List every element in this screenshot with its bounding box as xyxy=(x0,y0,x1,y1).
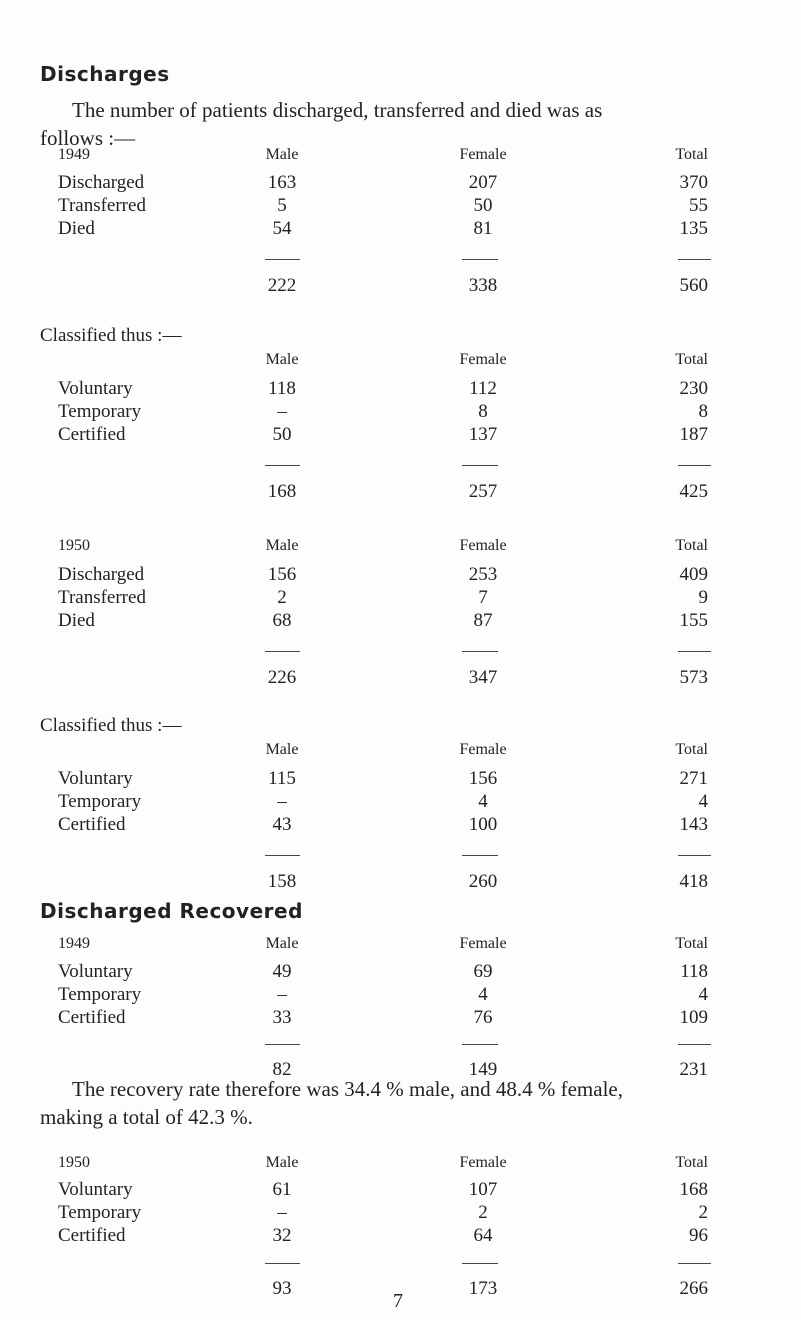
recovery-paragraph xyxy=(40,1075,760,1131)
female-total: 257 xyxy=(468,481,498,502)
grand-total: 231 xyxy=(679,1059,708,1080)
female-value: 69 xyxy=(473,961,493,982)
sum-rule xyxy=(265,1263,300,1264)
total-value: 2 xyxy=(698,1202,708,1223)
row-label: Died xyxy=(58,610,95,631)
table-row xyxy=(0,172,801,196)
male-value: – xyxy=(277,984,287,1005)
grand-total: 418 xyxy=(679,871,708,892)
totals-row xyxy=(0,275,801,299)
grand-total: 573 xyxy=(679,667,708,688)
female-total: 173 xyxy=(468,1278,498,1299)
table-row xyxy=(0,587,801,611)
table-header-1949 xyxy=(0,146,801,170)
female-value: 137 xyxy=(468,424,498,445)
total-value: 370 xyxy=(679,172,708,193)
sum-rule xyxy=(265,259,300,260)
male-value: 2 xyxy=(277,587,287,608)
female-value: 76 xyxy=(473,1007,493,1028)
intro-line-1: The number of patients discharged, transferred and died was as xyxy=(72,98,603,122)
male-value: 5 xyxy=(277,195,287,216)
table-row xyxy=(0,195,801,219)
male-value: 43 xyxy=(272,814,292,835)
total-value: 118 xyxy=(680,961,708,982)
col-female: Female xyxy=(459,146,507,163)
table-row xyxy=(0,814,801,838)
row-label: Voluntary xyxy=(58,768,133,789)
female-value: 81 xyxy=(473,218,493,239)
table-row xyxy=(0,424,801,448)
sum-rule xyxy=(678,259,711,260)
table-row xyxy=(0,961,801,985)
sum-rule xyxy=(462,1044,498,1045)
male-total: 82 xyxy=(272,1059,292,1080)
male-value: – xyxy=(277,791,287,812)
grand-total: 560 xyxy=(679,275,708,296)
sum-rule xyxy=(678,855,711,856)
col-female: Female xyxy=(459,537,507,554)
male-value: – xyxy=(277,1202,287,1223)
table-row xyxy=(0,610,801,634)
row-label: Discharged xyxy=(58,564,145,585)
female-total: 347 xyxy=(468,667,498,688)
row-label: Certified xyxy=(58,1007,126,1028)
sum-rule xyxy=(462,855,498,856)
total-value: 155 xyxy=(679,610,708,631)
row-label: Voluntary xyxy=(58,1179,133,1200)
female-value: 207 xyxy=(468,172,498,193)
female-value: 7 xyxy=(478,587,488,608)
totals-row xyxy=(0,871,801,895)
table-row xyxy=(0,378,801,402)
row-label: Voluntary xyxy=(58,378,133,399)
col-total: Total xyxy=(675,741,708,758)
row-label: Certified xyxy=(58,1225,126,1246)
year-label: 1950 xyxy=(58,537,90,554)
grand-total: 425 xyxy=(679,481,708,502)
section-heading-recovered: Discharged Recovered xyxy=(40,899,303,923)
sum-rule xyxy=(462,651,498,652)
col-male: Male xyxy=(265,935,299,952)
sum-rule xyxy=(462,1263,498,1264)
row-label: Died xyxy=(58,218,95,239)
total-value: 109 xyxy=(679,1007,708,1028)
female-value: 50 xyxy=(473,195,493,216)
grand-total: 266 xyxy=(679,1278,708,1299)
female-value: 87 xyxy=(473,610,493,631)
female-total: 260 xyxy=(468,871,498,892)
sum-rule xyxy=(265,1044,300,1045)
total-value: 135 xyxy=(679,218,708,239)
total-value: 96 xyxy=(689,1225,708,1246)
total-value: 8 xyxy=(698,401,708,422)
female-value: 112 xyxy=(469,378,497,399)
table-row xyxy=(0,1225,801,1249)
col-male: Male xyxy=(265,351,299,368)
male-value: – xyxy=(277,401,287,422)
col-male: Male xyxy=(265,741,299,758)
totals-row xyxy=(0,481,801,505)
total-value: 4 xyxy=(698,791,708,812)
total-value: 4 xyxy=(698,984,708,1005)
sum-rule xyxy=(265,465,300,466)
total-value: 168 xyxy=(679,1179,708,1200)
table-row xyxy=(0,564,801,588)
col-female: Female xyxy=(459,351,507,368)
male-value: 32 xyxy=(272,1225,292,1246)
female-value: 8 xyxy=(478,401,488,422)
male-value: 61 xyxy=(272,1179,292,1200)
table-row xyxy=(0,1202,801,1226)
female-value: 64 xyxy=(473,1225,493,1246)
total-value: 9 xyxy=(698,587,708,608)
row-label: Temporary xyxy=(58,791,142,812)
classified-label: Classified thus :— xyxy=(40,715,182,736)
table-header-class1950 xyxy=(0,741,801,765)
table-row xyxy=(0,984,801,1008)
col-female: Female xyxy=(459,1154,507,1171)
male-total: 158 xyxy=(267,871,297,892)
col-total: Total xyxy=(675,935,708,952)
col-total: Total xyxy=(675,1154,708,1171)
row-label: Certified xyxy=(58,814,126,835)
col-male: Male xyxy=(265,537,299,554)
total-value: 230 xyxy=(679,378,708,399)
table-row xyxy=(0,1179,801,1203)
total-value: 55 xyxy=(689,195,708,216)
table-row xyxy=(0,401,801,425)
row-label: Certified xyxy=(58,424,126,445)
sum-rule xyxy=(678,465,711,466)
intro-line-2: follows :— xyxy=(40,126,136,150)
col-total: Total xyxy=(675,351,708,368)
male-total: 168 xyxy=(267,481,297,502)
col-male: Male xyxy=(265,146,299,163)
row-label: Voluntary xyxy=(58,961,133,982)
male-value: 54 xyxy=(272,218,292,239)
row-label: Temporary xyxy=(58,1202,142,1223)
recovery-line-1: The recovery rate therefore was 34.4 % male, and 48.4 % female, xyxy=(72,1077,623,1101)
row-label: Transferred xyxy=(58,195,146,216)
row-label: Discharged xyxy=(58,172,145,193)
male-total: 222 xyxy=(267,275,297,296)
sum-rule xyxy=(265,855,300,856)
table-row xyxy=(0,1007,801,1031)
total-value: 271 xyxy=(679,768,708,789)
year-label: 1949 xyxy=(58,146,90,163)
classified-label: Classified thus :— xyxy=(40,325,182,346)
total-value: 187 xyxy=(679,424,708,445)
female-value: 107 xyxy=(468,1179,498,1200)
row-label: Temporary xyxy=(58,401,142,422)
table-row xyxy=(0,791,801,815)
row-label: Temporary xyxy=(58,984,142,1005)
col-male: Male xyxy=(265,1154,299,1171)
table-header-rec1950 xyxy=(0,1154,801,1178)
female-total: 149 xyxy=(468,1059,498,1080)
male-value: 156 xyxy=(267,564,297,585)
female-total: 338 xyxy=(468,275,498,296)
sum-rule xyxy=(678,1263,711,1264)
sum-rule xyxy=(678,651,711,652)
sum-rule xyxy=(462,465,498,466)
female-value: 4 xyxy=(478,984,488,1005)
col-total: Total xyxy=(675,537,708,554)
section-heading-discharges: Discharges xyxy=(40,62,170,86)
male-total: 93 xyxy=(272,1278,292,1299)
table-header-rec1949 xyxy=(0,935,801,959)
table-row xyxy=(0,768,801,792)
male-value: 115 xyxy=(268,768,296,789)
female-value: 100 xyxy=(468,814,498,835)
male-value: 163 xyxy=(267,172,297,193)
sum-rule xyxy=(265,651,300,652)
table-header-1950 xyxy=(0,537,801,561)
total-value: 409 xyxy=(679,564,708,585)
table-row xyxy=(0,218,801,242)
col-total: Total xyxy=(675,146,708,163)
col-female: Female xyxy=(459,741,507,758)
male-total: 226 xyxy=(267,667,297,688)
intro-paragraph xyxy=(40,96,760,152)
totals-row xyxy=(0,667,801,691)
female-value: 156 xyxy=(468,768,498,789)
sum-rule xyxy=(462,259,498,260)
page-number: 7 xyxy=(393,1290,403,1312)
female-value: 2 xyxy=(478,1202,488,1223)
col-female: Female xyxy=(459,935,507,952)
male-value: 118 xyxy=(268,378,296,399)
male-value: 49 xyxy=(272,961,292,982)
sum-rule xyxy=(678,1044,711,1045)
row-label: Transferred xyxy=(58,587,146,608)
female-value: 4 xyxy=(478,791,488,812)
year-label: 1949 xyxy=(58,935,90,952)
female-value: 253 xyxy=(468,564,498,585)
recovery-line-2: making a total of 42.3 %. xyxy=(40,1105,253,1129)
male-value: 68 xyxy=(272,610,292,631)
male-value: 50 xyxy=(272,424,292,445)
year-label: 1950 xyxy=(58,1154,90,1171)
total-value: 143 xyxy=(679,814,708,835)
table-header-class1949 xyxy=(0,351,801,375)
male-value: 33 xyxy=(272,1007,292,1028)
